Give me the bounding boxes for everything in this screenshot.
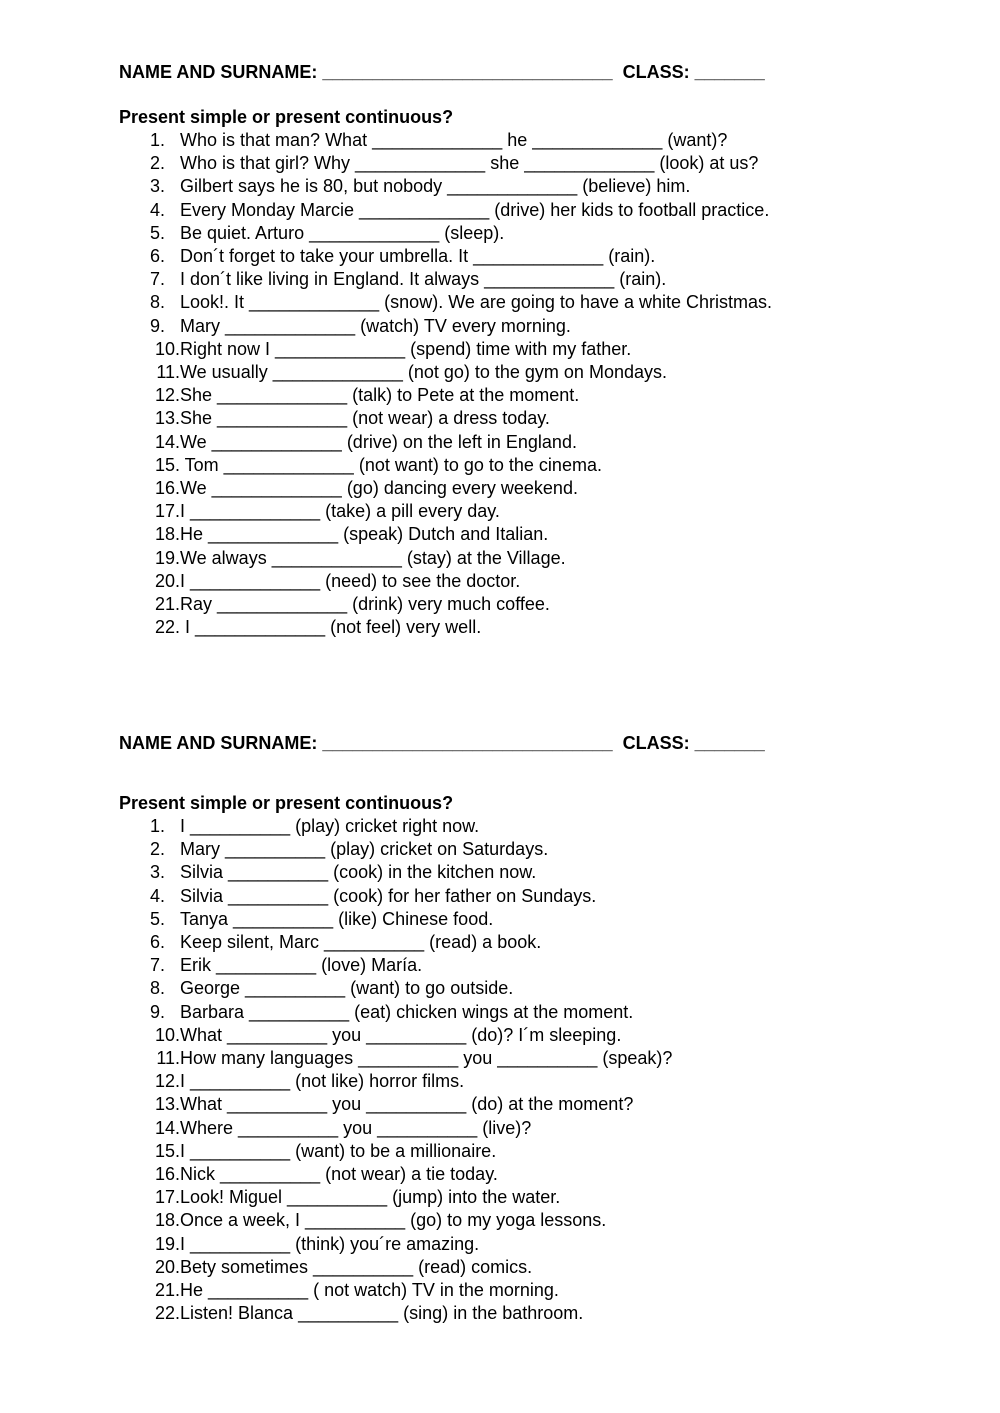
item-number: 3.: [149, 862, 165, 883]
exercise-title: Present simple or present continuous?: [119, 793, 454, 813]
item-number: 22.: [154, 617, 180, 638]
item-number: 1.: [149, 816, 165, 836]
item-number: 18.: [154, 524, 180, 545]
item-number: 3.: [149, 176, 165, 197]
list-item: [119, 361, 859, 384]
list-item: [119, 908, 859, 931]
item-number: 18.: [154, 1210, 180, 1231]
list-item: [119, 338, 859, 361]
item-number: 14.: [154, 1117, 180, 1138]
item-text: Gilbert says he is 80, but nobody _____________ (believe) him.: [180, 176, 691, 197]
item-number: 13.: [154, 1094, 180, 1115]
item-number: 16.: [154, 1164, 180, 1185]
item-text: What __________ you __________ (do) at the moment?: [180, 1094, 634, 1115]
item-text: We always _____________ (stay) at the Village.: [180, 547, 566, 568]
list-item: [119, 1093, 859, 1116]
list-item: [119, 407, 859, 430]
item-number: 13.: [154, 408, 180, 429]
list-item: [119, 175, 859, 198]
item-text: Mary __________ (play) cricket on Saturdays.: [180, 839, 549, 860]
item-text: Be quiet. Arturo _____________ (sleep).: [180, 222, 505, 243]
list-item: [119, 268, 859, 291]
item-text: I __________ (play) cricket right now.: [180, 816, 480, 836]
exercise-list: [119, 129, 859, 639]
item-text: We _____________ (go) dancing every weekend.: [180, 478, 578, 499]
item-text: Who is that man? What _____________ he _____________ (want)?: [180, 130, 728, 150]
item-text: I _____________ (need) to see the doctor.: [180, 570, 521, 591]
item-number: 4.: [149, 199, 165, 220]
item-text: How many languages __________ you __________ (speak)?: [180, 1048, 673, 1069]
item-text: Tom _____________ (not want) to go to the cinema.: [180, 454, 602, 475]
item-text: I __________ (think) you´re amazing.: [180, 1233, 480, 1254]
list-item: [119, 454, 859, 477]
list-item: [119, 315, 859, 338]
item-text: He _____________ (speak) Dutch and Italian.: [180, 524, 549, 545]
item-text: Don´t forget to take your umbrella. It _____________ (rain).: [180, 246, 656, 267]
item-number: 7.: [149, 955, 165, 976]
item-text: Every Monday Marcie _____________ (drive) her kids to football practice.: [180, 199, 770, 220]
list-item: [119, 199, 859, 222]
item-text: I _____________ (not feel) very well.: [180, 617, 482, 638]
list-item: [119, 152, 859, 175]
item-text: I __________ (want) to be a millionaire.: [180, 1140, 497, 1161]
list-item: [119, 616, 859, 639]
item-text: What __________ you __________ (do)? I´m sleeping.: [180, 1024, 622, 1045]
item-text: Barbara __________ (eat) chicken wings at the moment.: [180, 1001, 634, 1022]
item-number: 17.: [154, 1187, 180, 1208]
item-number: 2.: [149, 153, 165, 174]
exercise-title: Present simple or present continuous?: [119, 107, 454, 127]
item-number: 6.: [149, 932, 165, 953]
list-item: [119, 1001, 859, 1024]
list-item: [119, 1279, 859, 1302]
list-item: [119, 1140, 859, 1163]
item-number: 5.: [149, 908, 165, 929]
list-item: [119, 1047, 859, 1070]
list-item: [119, 931, 859, 954]
item-number: 12.: [154, 1071, 180, 1092]
item-text: I _____________ (take) a pill every day.: [180, 501, 500, 522]
item-text: Mary _____________ (watch) TV every morning.: [180, 315, 571, 336]
list-item: [119, 861, 859, 884]
item-number: 15.: [154, 454, 180, 475]
item-text: Erik __________ (love) María.: [180, 955, 423, 976]
item-number: 10.: [154, 1024, 180, 1045]
list-item: [119, 1117, 859, 1140]
item-text: I __________ (not like) horror films.: [180, 1071, 465, 1092]
list-item: [119, 523, 859, 546]
item-text: Look!. It _____________ (snow). We are going to have a white Christmas.: [180, 292, 773, 313]
item-number: 17.: [154, 501, 180, 522]
list-item: [119, 245, 859, 268]
list-item: [119, 1070, 859, 1093]
item-number: 5.: [149, 222, 165, 243]
item-number: 7.: [149, 269, 165, 290]
item-text: Listen! Blanca __________ (sing) in the bathroom.: [180, 1303, 584, 1324]
item-text: Silvia __________ (cook) for her father on Sundays.: [180, 885, 597, 906]
item-text: Once a week, I __________ (go) to my yoga lessons.: [180, 1210, 607, 1231]
item-text: I don´t like living in England. It always _____________ (rain).: [180, 269, 667, 290]
item-text: Keep silent, Marc __________ (read) a book.: [180, 932, 542, 953]
list-item: [119, 954, 859, 977]
list-item: [119, 593, 859, 616]
list-item: [119, 1209, 859, 1232]
worksheet-2: [119, 731, 859, 1325]
item-text: Look! Miguel __________ (jump) into the water.: [180, 1187, 561, 1208]
name-class-header: NAME AND SURNAME: _____________________________ CLASS: _______: [119, 733, 765, 753]
list-item: [119, 1233, 859, 1256]
item-number: 9.: [149, 315, 165, 336]
list-item: [119, 500, 859, 523]
item-text: Ray _____________ (drink) very much coffee.: [180, 594, 550, 615]
list-item: [119, 291, 859, 314]
item-number: 4.: [149, 885, 165, 906]
item-number: 2.: [149, 839, 165, 860]
item-number: 8.: [149, 292, 165, 313]
item-number: 15.: [154, 1140, 180, 1161]
item-text: Nick __________ (not wear) a tie today.: [180, 1164, 498, 1185]
item-number: 16.: [154, 478, 180, 499]
item-text: She _____________ (not wear) a dress today.: [180, 408, 550, 429]
item-number: 6.: [149, 246, 165, 267]
list-item: [119, 431, 859, 454]
name-class-header: NAME AND SURNAME: _____________________________ CLASS: _______: [119, 62, 765, 82]
item-number: 22.: [154, 1303, 180, 1324]
item-text: Bety sometimes __________ (read) comics.: [180, 1256, 533, 1277]
list-item: [119, 815, 859, 838]
item-number: 19.: [154, 1233, 180, 1254]
worksheet-1: [119, 60, 859, 639]
item-text: Who is that girl? Why _____________ she _____________ (look) at us?: [180, 153, 759, 174]
item-number: 9.: [149, 1001, 165, 1022]
item-text: Right now I _____________ (spend) time with my father.: [180, 338, 632, 359]
item-text: We _____________ (drive) on the left in England.: [180, 431, 577, 452]
item-number: 21.: [154, 594, 180, 615]
list-item: [119, 838, 859, 861]
item-number: 11.: [156, 1048, 180, 1069]
list-item: [119, 1163, 859, 1186]
exercise-list: [119, 815, 859, 1325]
list-item: [119, 570, 859, 593]
item-number: 14.: [154, 431, 180, 452]
item-number: 11.: [156, 362, 180, 383]
item-number: 1.: [149, 130, 165, 150]
item-text: She _____________ (talk) to Pete at the moment.: [180, 385, 580, 406]
list-item: [119, 1024, 859, 1047]
item-number: 20.: [154, 1256, 180, 1277]
list-item: [119, 977, 859, 1000]
item-text: Where __________ you __________ (live)?: [180, 1117, 532, 1138]
item-number: 19.: [154, 547, 180, 568]
list-item: [119, 477, 859, 500]
item-text: Tanya __________ (like) Chinese food.: [180, 908, 494, 929]
list-item: [119, 384, 859, 407]
list-item: [119, 129, 859, 152]
list-item: [119, 1256, 859, 1279]
item-number: 10.: [154, 338, 180, 359]
item-text: George __________ (want) to go outside.: [180, 978, 514, 999]
item-number: 8.: [149, 978, 165, 999]
list-item: [119, 1302, 859, 1325]
list-item: [119, 222, 859, 245]
item-text: Silvia __________ (cook) in the kitchen now.: [180, 862, 537, 883]
item-number: 20.: [154, 570, 180, 591]
list-item: [119, 885, 859, 908]
item-text: He __________ ( not watch) TV in the morning.: [180, 1280, 559, 1301]
list-item: [119, 1186, 859, 1209]
item-number: 12.: [154, 385, 180, 406]
item-number: 21.: [154, 1280, 180, 1301]
item-text: We usually _____________ (not go) to the gym on Mondays.: [180, 362, 667, 383]
list-item: [119, 547, 859, 570]
